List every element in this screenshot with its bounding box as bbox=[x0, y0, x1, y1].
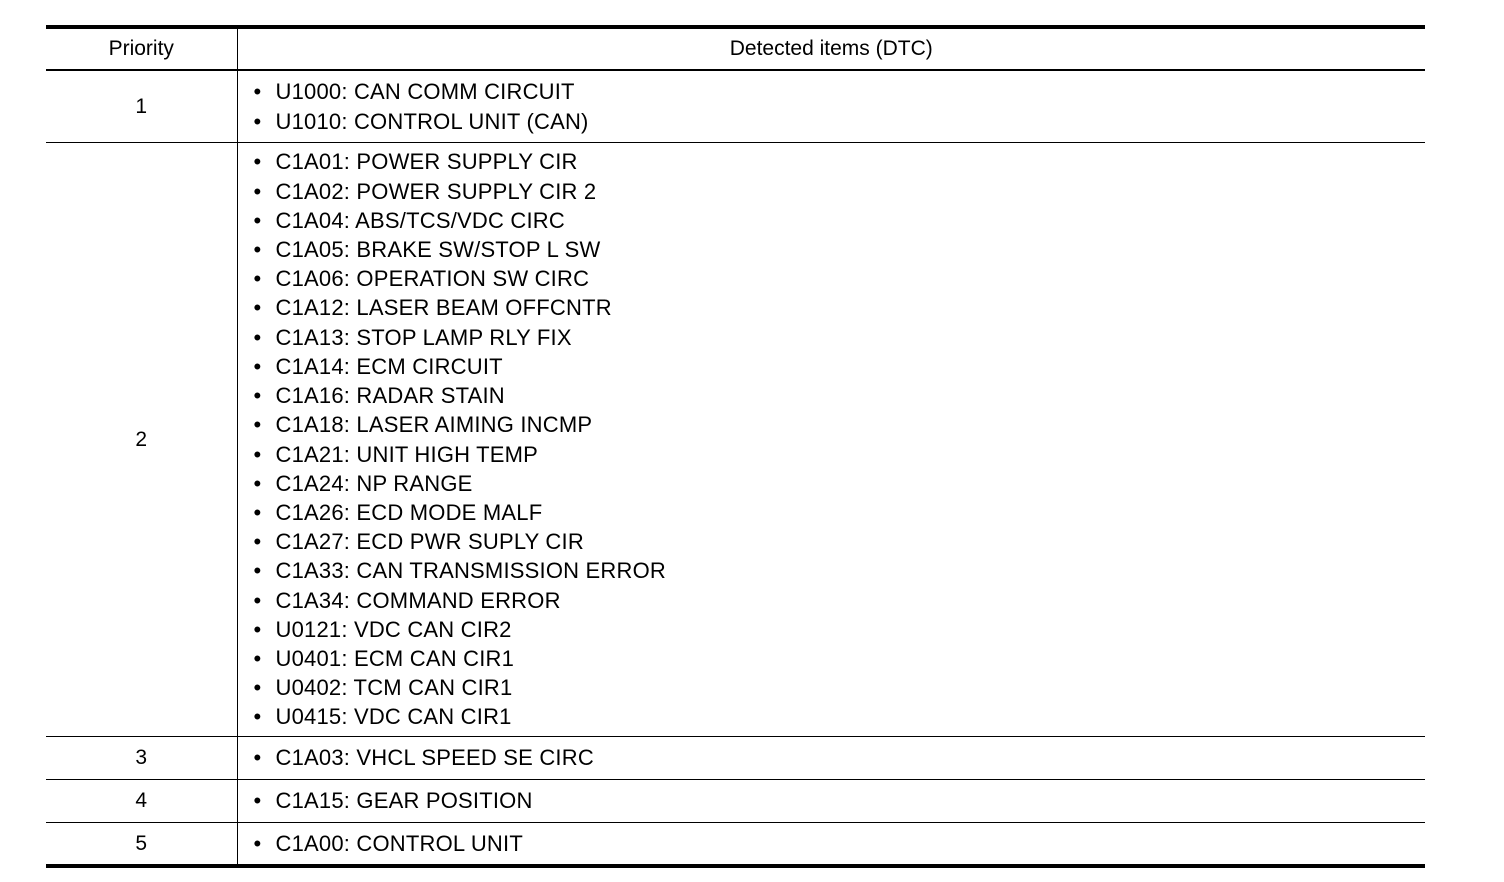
bullet-icon: • bbox=[253, 558, 262, 584]
detected-items-column-header: Detected items (DTC) bbox=[237, 27, 1425, 70]
bullet-icon: • bbox=[253, 704, 262, 730]
table-row bbox=[46, 70, 1425, 143]
dtc-list bbox=[238, 829, 1426, 858]
bullet-icon: • bbox=[253, 675, 262, 701]
dtc-list-item bbox=[254, 77, 1426, 106]
dtc-item-text: U0401: ECM CAN CIR1 bbox=[275, 645, 515, 671]
bullet-icon: • bbox=[253, 499, 262, 525]
table-row bbox=[46, 737, 1425, 780]
detected-items-cell bbox=[237, 70, 1425, 143]
dtc-item-text: C1A02: POWER SUPPLY CIR 2 bbox=[275, 178, 597, 204]
dtc-item-text: C1A24: NP RANGE bbox=[275, 470, 473, 496]
dtc-item-text: C1A15: GEAR POSITION bbox=[275, 788, 533, 814]
dtc-item-text: C1A14: ECM CIRCUIT bbox=[275, 353, 503, 379]
dtc-item-text: C1A27: ECD PWR SUPLY CIR bbox=[275, 529, 584, 555]
dtc-priority-table bbox=[46, 25, 1425, 868]
dtc-list-item bbox=[254, 615, 1426, 644]
bullet-icon: • bbox=[253, 412, 262, 438]
detected-items-cell bbox=[237, 737, 1425, 780]
bullet-icon: • bbox=[253, 108, 262, 134]
dtc-list-item bbox=[254, 786, 1426, 815]
dtc-item-text: C1A05: BRAKE SW/STOP L SW bbox=[275, 237, 601, 263]
dtc-item-text: C1A06: OPERATION SW CIRC bbox=[275, 266, 590, 292]
dtc-list-item bbox=[254, 323, 1426, 352]
bullet-icon: • bbox=[253, 788, 262, 814]
bullet-icon: • bbox=[253, 207, 262, 233]
bullet-icon: • bbox=[253, 745, 262, 771]
dtc-list-item bbox=[254, 235, 1426, 264]
priority-cell: 1 bbox=[46, 70, 237, 143]
dtc-list-item bbox=[254, 410, 1426, 439]
bullet-icon: • bbox=[253, 178, 262, 204]
dtc-list bbox=[238, 77, 1426, 135]
dtc-item-text: U0402: TCM CAN CIR1 bbox=[275, 675, 513, 701]
bullet-icon: • bbox=[253, 149, 262, 175]
bullet-icon: • bbox=[253, 324, 262, 350]
dtc-item-text: U1010: CONTROL UNIT (CAN) bbox=[275, 108, 589, 134]
dtc-item-text: U0121: VDC CAN CIR2 bbox=[275, 616, 512, 642]
dtc-list bbox=[238, 743, 1426, 772]
bullet-icon: • bbox=[253, 645, 262, 671]
dtc-list-item bbox=[254, 702, 1426, 731]
dtc-list-item bbox=[254, 352, 1426, 381]
priority-cell: 4 bbox=[46, 780, 237, 823]
priority-cell: 3 bbox=[46, 737, 237, 780]
dtc-item-text: U1000: CAN COMM CIRCUIT bbox=[275, 79, 575, 105]
bullet-icon: • bbox=[253, 79, 262, 105]
dtc-list-item bbox=[254, 644, 1426, 673]
dtc-list bbox=[238, 786, 1426, 815]
dtc-item-text: U0415: VDC CAN CIR1 bbox=[275, 704, 512, 730]
detected-items-cell bbox=[237, 823, 1425, 867]
dtc-item-text: C1A03: VHCL SPEED SE CIRC bbox=[275, 745, 594, 771]
dtc-list-item bbox=[254, 743, 1426, 772]
table-row bbox=[46, 143, 1425, 737]
table-header-row bbox=[46, 27, 1425, 70]
bullet-icon: • bbox=[253, 441, 262, 467]
dtc-list-item bbox=[254, 586, 1426, 615]
detected-items-cell bbox=[237, 143, 1425, 737]
bullet-icon: • bbox=[253, 616, 262, 642]
dtc-item-text: C1A01: POWER SUPPLY CIR bbox=[275, 149, 578, 175]
dtc-list-item bbox=[254, 177, 1426, 206]
dtc-item-text: C1A00: CONTROL UNIT bbox=[275, 830, 523, 856]
dtc-item-text: C1A13: STOP LAMP RLY FIX bbox=[275, 324, 572, 350]
dtc-item-text: C1A21: UNIT HIGH TEMP bbox=[275, 441, 539, 467]
dtc-item-text: C1A33: CAN TRANSMISSION ERROR bbox=[275, 558, 666, 584]
dtc-item-text: C1A12: LASER BEAM OFFCNTR bbox=[275, 295, 612, 321]
dtc-list bbox=[238, 147, 1426, 731]
dtc-item-text: C1A26: ECD MODE MALF bbox=[275, 499, 543, 525]
dtc-list-item bbox=[254, 527, 1426, 556]
bullet-icon: • bbox=[253, 266, 262, 292]
bullet-icon: • bbox=[253, 353, 262, 379]
priority-cell: 5 bbox=[46, 823, 237, 867]
bullet-icon: • bbox=[253, 383, 262, 409]
bullet-icon: • bbox=[253, 830, 262, 856]
dtc-list-item bbox=[254, 107, 1426, 136]
dtc-list-item bbox=[254, 556, 1426, 585]
dtc-list-item bbox=[254, 440, 1426, 469]
bullet-icon: • bbox=[253, 295, 262, 321]
dtc-list-item bbox=[254, 673, 1426, 702]
priority-column-header: Priority bbox=[46, 27, 237, 70]
dtc-list-item bbox=[254, 829, 1426, 858]
bullet-icon: • bbox=[253, 587, 262, 613]
dtc-item-text: C1A18: LASER AIMING INCMP bbox=[275, 412, 593, 438]
dtc-item-text: C1A04: ABS/TCS/VDC CIRC bbox=[275, 207, 565, 233]
bullet-icon: • bbox=[253, 237, 262, 263]
dtc-list-item bbox=[254, 381, 1426, 410]
dtc-list-item bbox=[254, 498, 1426, 527]
priority-cell: 2 bbox=[46, 143, 237, 737]
dtc-item-text: C1A34: COMMAND ERROR bbox=[275, 587, 561, 613]
dtc-list-item bbox=[254, 264, 1426, 293]
dtc-list-item bbox=[254, 147, 1426, 176]
dtc-list-item bbox=[254, 206, 1426, 235]
bullet-icon: • bbox=[253, 470, 262, 496]
dtc-item-text: C1A16: RADAR STAIN bbox=[275, 383, 505, 409]
dtc-list-item bbox=[254, 469, 1426, 498]
bullet-icon: • bbox=[253, 529, 262, 555]
dtc-list-item bbox=[254, 293, 1426, 322]
table-row bbox=[46, 780, 1425, 823]
detected-items-cell bbox=[237, 780, 1425, 823]
table-row bbox=[46, 823, 1425, 867]
